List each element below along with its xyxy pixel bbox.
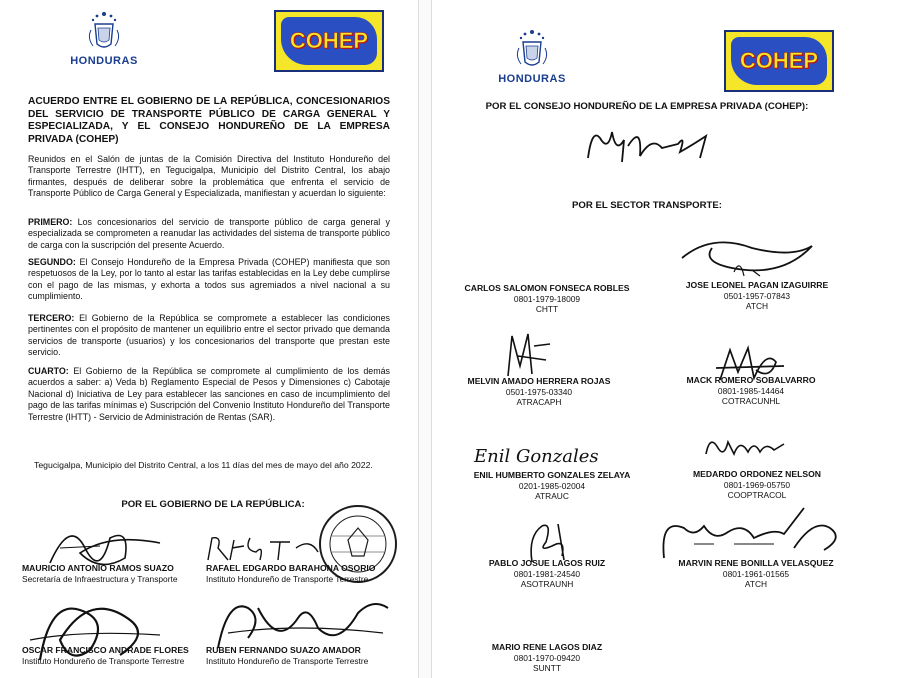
intro-paragraph: Reunidos en el Salón de juntas de la Comisión Directiva del Instituto Hondureño del Transporte Terrestre (IHTT), en Tegucigalpa, Municipio del Distrito Central, los abajo firmantes, después de deliberar sobre la problemática que enfrenta el servicio de Transporte Público de Carga General y Especializada, manifiestan y acuerdan lo siguiente: xyxy=(28,154,390,199)
signer-org: ATRACAPH xyxy=(516,397,562,408)
signature-ordonez xyxy=(700,428,790,462)
clause-tercero-label: TERCERO: xyxy=(28,313,75,323)
handwritten-enil-gonzales: Enil Gonzales xyxy=(474,446,599,467)
signer-name: JOSE LEONEL PAGAN IZAGUIRRE xyxy=(685,280,829,290)
document-page-left xyxy=(0,0,418,678)
clause-tercero-text: El Gobierno de la República se compromete a establecer las condiciones pertinentes con el propósito de mantener un equilibrio entre el sector privado que demanda servicios de transporte (usuarios) y los concesionarios del transporte que prestan este servicio. xyxy=(28,313,390,358)
signer-id: 0801-1969-05750 xyxy=(723,479,791,490)
transport-heading: POR EL SECTOR TRANSPORTE: xyxy=(572,200,722,211)
clause-cuarto-label: CUARTO: xyxy=(28,366,69,376)
signer-name: MELVIN AMADO HERRERA ROJAS xyxy=(467,376,611,386)
signer-org: ATCH xyxy=(744,579,768,590)
signer-name: MEDARDO ORDONEZ NELSON xyxy=(693,469,821,479)
clause-segundo-text: El Consejo Hondureño de la Empresa Privada (COHEP) manifiesta que son respetuosos de la Ley, por lo tanto al estar las tarifas establecidas en la Ley debe cumplirse con el pago de las mismas, y exhorta a todos sus agremiados a nivel nacional a su cumplimiento. xyxy=(28,257,390,302)
signer-org: COOPTRACOL xyxy=(727,490,787,501)
honduras-logo-text: HONDURAS xyxy=(70,55,138,67)
gov-signer-3 xyxy=(22,645,189,666)
signer-org: ATCH xyxy=(745,301,769,312)
transport-signer-3 xyxy=(454,376,624,408)
document-page-right xyxy=(432,0,900,678)
coat-of-arms-icon xyxy=(81,10,127,54)
signer-name: MACK ROMERO SOBALVARRO xyxy=(686,375,816,385)
clause-cuarto-text: El Gobierno de la República se compromete al cumplimiento de los demás acuerdos a saber: a) Veda b) Reglamento Especial de Pesos y Dimensiones c) Cabotaje Nacional d) Iniciativa de Ley para establecer las sanciones en caso de incumplimiento del pago de las tarifas mínimas e) Suscripción del Convenio Instituto Hondureño del Transporte Terrestre (IHTT) - Servicio de Administración de Rentas (SAR). xyxy=(28,366,390,422)
gov-signer-2 xyxy=(206,563,376,584)
signer-id: 0801-1961-01565 xyxy=(722,568,790,579)
signer-id: 0501-1957-07843 xyxy=(723,290,791,301)
clause-primero-text: Los concesionarios del servicio de transporte público de carga general y especializada se comprometen a reanudar las actividades del sistema de transporte público de carga con la suscripción del presente Acuerdo. xyxy=(28,217,390,250)
honduras-logo xyxy=(64,10,144,78)
signer-name: MAURICIO ANTONIO RAMOS SUAZO xyxy=(22,563,174,573)
transport-signer-6 xyxy=(672,469,842,501)
honduras-logo-rule xyxy=(64,67,144,72)
transport-signer-2 xyxy=(672,280,842,312)
signer-id: 0501-1975-03340 xyxy=(505,386,573,397)
signer-name: MARVIN RENE BONILLA VELASQUEZ xyxy=(678,558,834,568)
signer-title: Instituto Hondureño de Transporte Terrestre xyxy=(22,655,185,666)
honduras-logo-rule xyxy=(492,85,572,90)
cohep-logo xyxy=(274,10,384,72)
signer-name: MARIO RENE LAGOS DIAZ xyxy=(491,642,603,652)
signer-org: CHTT xyxy=(535,304,559,315)
clause-cuarto xyxy=(28,366,390,423)
government-heading: POR EL GOBIERNO DE LA REPÚBLICA: xyxy=(121,499,305,510)
signer-name: CARLOS SALOMON FONSECA ROBLES xyxy=(464,283,630,293)
clause-primero-label: PRIMERO: xyxy=(28,217,73,227)
signer-name: RAFAEL EDGARDO BARAHONA OSORIO xyxy=(206,563,376,573)
signer-id: 0801-1979-18009 xyxy=(513,293,581,304)
clause-primero xyxy=(28,217,390,251)
signature-cohep xyxy=(582,118,722,170)
signer-title: Instituto Hondureño de Transporte Terrestre xyxy=(206,573,369,584)
signature-pagan xyxy=(672,228,822,288)
signature-gonzales xyxy=(470,440,670,470)
agreement-title: ACUERDO ENTRE EL GOBIERNO DE LA REPÚBLICA, CONCESIONARIOS DEL SERVICIO DE TRANSPORTE PÚBLICO DE CARGA GENERAL Y ESPECIALIZADA, Y EL CONSEJO HONDUREÑO DE LA EMPRESA PRIVADA (COHEP) xyxy=(28,96,390,145)
signer-id: 0801-1985-14464 xyxy=(717,385,785,396)
signer-id: 0801-1970-09420 xyxy=(513,652,581,663)
transport-signer-4 xyxy=(666,375,836,407)
transport-signer-5 xyxy=(462,470,642,502)
clause-segundo xyxy=(28,257,390,303)
signer-name: RUBEN FERNANDO SUAZO AMADOR xyxy=(206,645,361,655)
transport-signer-9 xyxy=(462,642,632,674)
page-gutter xyxy=(418,0,432,678)
place-and-date: Tegucigalpa, Municipio del Distrito Central, a los 11 días del mes de mayo del año 2022. xyxy=(34,460,373,470)
signer-org: ATRAUC xyxy=(535,491,569,502)
cohep-heading: POR EL CONSEJO HONDUREÑO DE LA EMPRESA PRIVADA (COHEP): xyxy=(485,101,809,112)
honduras-logo-text: HONDURAS xyxy=(498,73,566,85)
signer-org: SUNTT xyxy=(533,663,561,674)
signer-name: ENIL HUMBERTO GONZALES ZELAYA xyxy=(473,470,631,480)
signer-title: Instituto Hondureño de Transporte Terrestre xyxy=(206,655,369,666)
cohep-logo-text: COHEP xyxy=(289,28,369,53)
signer-org: ASOTRAUNH xyxy=(520,579,574,590)
gov-signer-1 xyxy=(22,563,177,584)
cohep-logo xyxy=(724,30,834,92)
clause-tercero xyxy=(28,313,390,359)
cohep-logo-text: COHEP xyxy=(739,48,819,73)
signer-id: 0201-1985-02004 xyxy=(518,480,586,491)
signer-title: Secretaría de Infraestructura y Transporte xyxy=(22,573,178,584)
coat-of-arms-icon xyxy=(509,28,555,72)
transport-signer-7 xyxy=(462,558,632,590)
honduras-logo xyxy=(492,28,572,96)
signer-name: OSCAR FRANCISCO ANDRADE FLORES xyxy=(22,645,189,655)
transport-signer-1 xyxy=(462,283,632,315)
signer-org: COTRACUNHL xyxy=(721,396,781,407)
clause-segundo-label: SEGUNDO: xyxy=(28,257,76,267)
signer-id: 0801-1981-24540 xyxy=(513,568,581,579)
transport-signer-8 xyxy=(656,558,856,590)
signer-name: PABLO JOSUE LAGOS RUIZ xyxy=(488,558,606,568)
gov-signer-4 xyxy=(206,645,368,666)
